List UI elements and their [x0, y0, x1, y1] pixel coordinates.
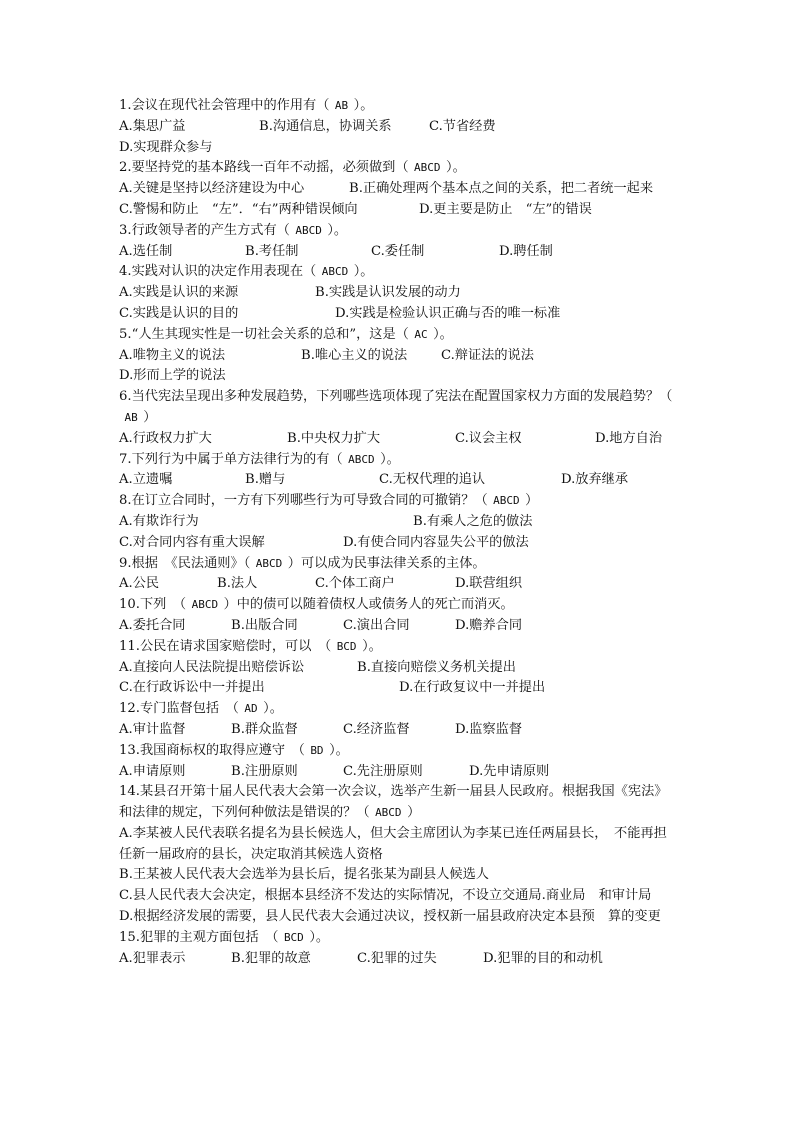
option-c: C.辩证法的说法	[441, 347, 534, 363]
question-stem: 12.专门监督包括 （ AD ）。	[119, 699, 679, 720]
option-b: B.群众监督	[231, 721, 298, 737]
option-a: A.有欺诈行为	[119, 513, 199, 529]
option-a: A.审计监督	[119, 721, 186, 737]
option-row	[119, 304, 679, 325]
option-b: B.直接向赔偿义务机关提出	[357, 659, 516, 675]
option-row	[119, 470, 679, 491]
question-stem: 15.犯罪的主观方面包括 （ BCD ）。	[119, 928, 679, 949]
option-d: D.犯罪的目的和动机	[483, 950, 603, 966]
option-b: B.有乘人之危的倣法	[413, 513, 533, 529]
question-stem: 9.根据 《民法通则》（ ABCD ）可以成为民事法律关系的主体。	[119, 554, 679, 575]
option-row	[119, 949, 679, 970]
question-stem: 6.当代宪法呈现出多种发展趋势，下列哪些选项体现了宪法在配置国家权力方面的发展趋势？（AB ）	[119, 387, 679, 429]
answer-key: AC	[414, 327, 428, 341]
option-c: C.在行政诉讼中一并提出	[119, 680, 265, 696]
answer-key: AD	[244, 702, 258, 716]
question-stem: 8.在订立合同时，一方有下列哪些行为可导致合同的可撤销？（ ABCD ）	[119, 491, 679, 512]
option-c: C.议会主权	[455, 430, 522, 446]
option-row	[119, 117, 679, 138]
option-b: B.犯罪的故意	[231, 950, 311, 966]
option-c: C.演出合同	[343, 617, 410, 633]
answer-key: ABCD	[321, 265, 349, 279]
option-d: D.聘任制	[499, 243, 553, 259]
option-d: D.在行政复议中一并提出	[399, 680, 546, 696]
option-row	[119, 283, 679, 304]
option-c: C.县人民代表大会决定，根据本县经济不发达的实际情况，不设立交通局.商业局 和审计局	[119, 888, 652, 904]
option-b: B.考任制	[245, 243, 299, 259]
answer-key: ABCD	[493, 494, 520, 508]
option-b: B.王某被人民代表大会选举为县长后，提名张某为副县人候选人	[119, 867, 489, 883]
option-b: B.实践是认识发展的动力	[315, 285, 461, 301]
option-row	[119, 242, 679, 263]
option-a: A.集思广益	[119, 118, 186, 134]
answer-key: BCD	[336, 639, 357, 653]
question-stem: 13.我国商标权的取得应遵守 （ BD ）。	[119, 741, 679, 762]
option-row	[119, 678, 679, 699]
option-d: D.地方自治	[595, 430, 663, 446]
answer-key: AB	[334, 99, 349, 112]
answer-key: ABCD	[348, 452, 375, 466]
option-row	[119, 200, 679, 221]
option-d: D.根据经济发展的需要，县人民代表大会通过决议，授权新一届县政府决定本县预 算的变更	[119, 909, 661, 925]
answer-key: AB	[124, 410, 138, 424]
option-b: B.出版合同	[231, 617, 298, 633]
option-row-wrap	[119, 366, 679, 387]
answer-key: ABCD	[375, 806, 402, 820]
question-stem: 2.要坚持党的基本路线一百年不动摇，必须做到（ ABCD ）。	[119, 158, 679, 179]
option-row	[119, 574, 679, 595]
question-stem: 1.会议在现代社会管理中的作用有（ AB ）。	[119, 96, 679, 117]
option-c: C.对合同内容有重大误解	[119, 534, 265, 550]
option-c: C.犯罪的过失	[357, 950, 437, 966]
option-c: C.个体工商户	[315, 576, 395, 592]
option-row	[119, 762, 679, 783]
answer-key: BD	[310, 743, 324, 757]
option-d: D.更主要是防止 “左”的错误	[419, 201, 592, 217]
option-a: A.选任制	[119, 243, 173, 259]
option-d: D.先申请原则	[469, 763, 550, 779]
option-b: B.赠与	[245, 472, 286, 488]
option-a: A.委托合同	[119, 617, 186, 633]
option-c: C.节省经费	[429, 118, 496, 134]
option-row	[119, 429, 679, 450]
option-d: D.监察监督	[455, 721, 523, 737]
option-b: B.注册原则	[231, 763, 298, 779]
option-row	[119, 533, 679, 554]
option-a: A.行政权力扩大	[119, 430, 212, 446]
option-a: A.实践是认识的来源	[119, 285, 239, 301]
option-b: B.中央权力扩大	[287, 430, 381, 446]
option-a: A.立遗嘱	[119, 472, 173, 488]
question-stem: 3.行政领导者的产生方式有（ ABCD ）。	[119, 221, 679, 242]
option-d: D.联营组织	[455, 576, 523, 592]
answer-key: BCD	[283, 930, 304, 944]
question-stem: 11.公民在请求国家赔偿时，可以 （ BCD ）。	[119, 637, 679, 658]
option-a: A.犯罪表示	[119, 950, 186, 966]
option-d: D.实现群众参与	[119, 139, 213, 155]
option-a: A.唯物主义的说法	[119, 347, 226, 363]
option-row	[119, 616, 679, 637]
option-a: A.公民	[119, 576, 160, 592]
question-stem: 10.下列 （ ABCD ）中的债可以随着债权人或债务人的死亡而消灭。	[119, 595, 679, 616]
answer-key: ABCD	[295, 223, 322, 237]
option-c: C.经济监督	[343, 721, 410, 737]
question-stem: 7.下列行为中属于单方法律行为的有（ ABCD ）。	[119, 450, 679, 471]
option-row	[119, 179, 679, 200]
question-stem: 4.实践对认识的决定作用表现在（ ABCD ）。	[119, 262, 679, 283]
option-c: C.无权代理的追认	[379, 472, 486, 488]
option-row	[119, 512, 679, 533]
option-d: D.有使合同内容显失公平的倣法	[343, 534, 529, 550]
answer-key: ABCD	[191, 598, 219, 612]
option-d: D.实践是检验认识正确与否的唯一标准	[335, 305, 561, 321]
option-a: A.关键是坚持以经济建设为中心	[119, 181, 305, 197]
option-c: C.委任制	[371, 243, 425, 259]
answer-key: ABCD	[414, 161, 441, 175]
question-stem: 14.某县召开第十届人民代表大会第一次会议，选举产生新一届县人民政府。根据我国《宪法》和法律的规定，下列何种倣法是错误的？（ ABCD ）	[119, 782, 679, 824]
option-d: D.放弃继承	[561, 472, 629, 488]
option-row	[119, 658, 679, 679]
option-row	[119, 346, 679, 367]
option-c: C.实践是认识的目的	[119, 305, 239, 321]
option-b: B.沟通信息，协调关系	[259, 118, 392, 134]
option-b: B.正确处理两个基本点之间的关系，把二者统一起来	[349, 181, 654, 197]
option-row-wrap	[119, 138, 679, 159]
option-a: A.李某被人民代表联名提名为县长候选人，但大会主席团认为李某已连任两届县长， 不能再担任新一届政府的县长，决定取消其候选人资格	[119, 825, 667, 862]
question-stem: 5.“人生其现实性是一切社会关系的总和”，这是（ AC ）。	[119, 325, 679, 346]
option-c: C.先注册原则	[343, 763, 423, 779]
option-b: B.唯心主义的说法	[301, 347, 408, 363]
question-sheet	[119, 96, 679, 969]
option-d: D.赡养合同	[455, 617, 523, 633]
option-a: A.申请原则	[119, 763, 186, 779]
option-a: A.直接向人民法院提出赔偿诉讼	[119, 659, 305, 675]
option-d: D.形而上学的说法	[119, 368, 226, 384]
option-b: B.法人	[217, 576, 258, 592]
option-row	[119, 720, 679, 741]
answer-key: ABCD	[255, 556, 283, 570]
option-c: C.警惕和防止 “左”．“右”两种错误倾向	[119, 201, 358, 217]
